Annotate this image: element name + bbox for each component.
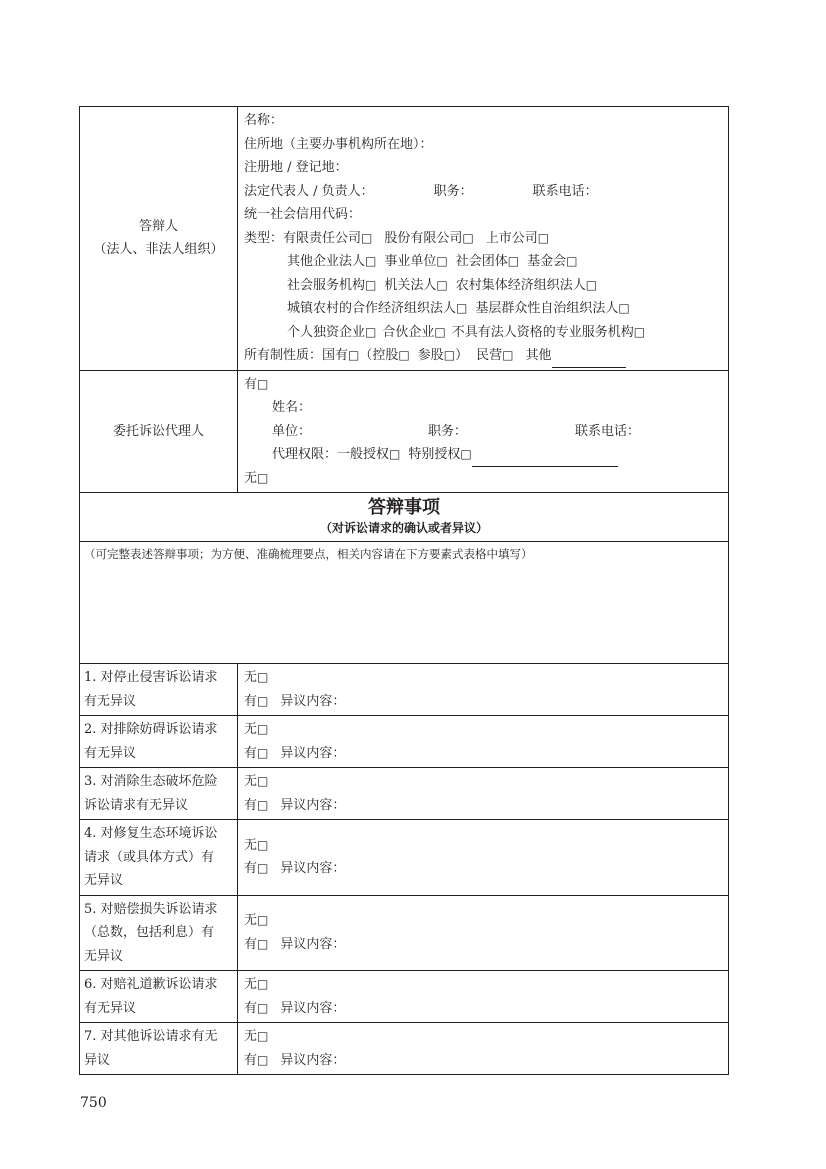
type-option: 不具有法人资格的专业服务机构 (451, 324, 634, 340)
checkbox-icon[interactable]: □ (257, 670, 269, 684)
checkbox-icon[interactable]: □ (257, 936, 269, 951)
type-option: 其他企业法人 (287, 254, 366, 269)
question-label-line: 3. 对消除生态破坏危险 (84, 774, 218, 789)
objection-content-field[interactable]: 异议内容： (280, 797, 346, 813)
agent-authority-line (244, 443, 724, 467)
checkbox-icon[interactable]: □ (460, 447, 472, 461)
checkbox-icon[interactable]: □ (443, 348, 456, 362)
answer-no-label: 无 (244, 977, 258, 992)
checkbox-icon[interactable]: □ (507, 254, 520, 268)
answer-no-option (244, 973, 722, 997)
question-label-line: 2. 对排除妨碍诉讼请求 (84, 722, 218, 737)
agent-special-blank[interactable] (472, 451, 618, 467)
question-label-line: 有无异议 (84, 693, 137, 709)
answer-no-label: 无 (244, 1029, 258, 1044)
checkbox-icon[interactable]: □ (502, 348, 514, 362)
question-label-line: 5. 对赔偿损失诉讼请求 (84, 901, 218, 917)
objection-content-field[interactable]: 异议内容： (280, 936, 346, 952)
ownership-state: 国有 (322, 348, 349, 363)
respondent-fields (238, 107, 729, 371)
question-row (80, 971, 729, 1023)
checkbox-icon[interactable]: □ (257, 1029, 269, 1043)
answer-yes-option (244, 690, 722, 714)
question-label (80, 1023, 238, 1075)
question-answer (238, 664, 729, 716)
question-row (80, 716, 729, 768)
answer-yes-option (244, 933, 722, 957)
type-option: 有限责任公司 (283, 230, 362, 246)
checkbox-icon[interactable]: □ (436, 277, 448, 292)
ownership-paren-open: （ (359, 348, 373, 363)
checkbox-icon[interactable]: □ (434, 324, 446, 339)
checkbox-icon[interactable]: □ (436, 254, 448, 268)
question-label (80, 971, 238, 1023)
agent-authority-label: 代理权限： (272, 447, 338, 462)
question-label-line: 请求（或具体方式）有 (84, 849, 215, 865)
respondent-type-row-2 (244, 250, 724, 274)
checkbox-icon[interactable]: □ (398, 348, 410, 362)
ownership-label: 所有制性质： (244, 348, 323, 363)
respondent-label-line1: 答辩人 (138, 219, 178, 235)
question-label-line: 无异议 (84, 948, 124, 964)
answer-yes-option (244, 857, 722, 881)
question-label-line: 7. 对其他诉讼请求有无 (84, 1029, 218, 1044)
question-answer (238, 820, 729, 896)
checkbox-icon[interactable]: □ (633, 324, 646, 339)
answer-no-option (244, 666, 722, 690)
answer-no-label: 无 (244, 670, 258, 685)
agent-unit-field[interactable]: 单位： (272, 423, 312, 439)
checkbox-icon[interactable]: □ (537, 230, 550, 245)
ownership-share: 参股 (417, 348, 444, 363)
respondent-type-row-4 (244, 297, 724, 321)
checkbox-icon[interactable]: □ (389, 447, 401, 461)
respondent-type-row-3 (244, 274, 724, 298)
defense-free-text-area[interactable] (80, 542, 729, 664)
answer-yes-label: 有 (244, 1000, 258, 1016)
type-option: 个人独资企业 (287, 324, 366, 340)
agent-yes-label: 有 (244, 376, 258, 392)
section-heading (80, 493, 729, 542)
type-option: 社会服务机构 (287, 277, 366, 293)
type-option: 基金会 (527, 254, 567, 269)
type-option: 合伙企业 (382, 324, 435, 340)
checkbox-icon[interactable]: □ (257, 376, 269, 391)
checkbox-icon[interactable]: □ (365, 324, 377, 339)
type-option: 社会团体 (455, 254, 508, 269)
checkbox-icon[interactable]: □ (462, 230, 474, 245)
type-option: 股份有限公司 (384, 230, 463, 246)
checkbox-icon[interactable]: □ (365, 277, 377, 292)
answer-no-option (244, 909, 722, 933)
respondent-label (80, 107, 238, 371)
checkbox-icon[interactable]: □ (618, 301, 630, 315)
agent-phone-field[interactable]: 联系电话： (575, 423, 641, 439)
answer-no-label: 无 (244, 913, 258, 929)
question-label-line: 无异议 (84, 873, 124, 888)
answer-no-option (244, 834, 722, 858)
question-answer (238, 716, 729, 768)
answer-yes-option (244, 794, 722, 818)
checkbox-icon[interactable]: □ (361, 230, 373, 245)
agent-no-line (244, 467, 724, 491)
section-note-row (80, 542, 729, 664)
respondent-registration-field[interactable]: 注册地 / 登记地： (244, 160, 348, 175)
agent-general-label: 一般授权 (337, 447, 390, 462)
answer-yes-label: 有 (244, 693, 258, 709)
section-heading-row (80, 493, 729, 542)
type-option: 机关法人 (384, 277, 437, 293)
answer-yes-label: 有 (244, 1052, 258, 1068)
answer-yes-option (244, 742, 722, 766)
answer-no-label: 无 (244, 774, 258, 789)
question-label-line: （总数，包括利息）有 (84, 925, 215, 940)
question-row (80, 820, 729, 896)
question-label-line: 1. 对停止侵害诉讼请求 (84, 670, 218, 685)
answer-yes-label: 有 (244, 936, 258, 952)
type-option: 基层群众性自治组织法人 (475, 301, 619, 316)
answer-no-label: 无 (244, 722, 258, 737)
question-label (80, 768, 238, 820)
question-answer (238, 895, 729, 971)
question-answer (238, 768, 729, 820)
ownership-private: 民营 (476, 348, 503, 363)
respondent-type-row-5 (244, 321, 724, 345)
type-option: 城镇农村的合作经济组织法人 (287, 301, 457, 316)
answer-yes-label: 有 (244, 745, 258, 761)
respondent-rep-field[interactable]: 法定代表人 / 负责人： (244, 183, 374, 199)
objection-content-field[interactable]: 异议内容： (280, 1052, 346, 1068)
type-option: 上市公司 (485, 230, 538, 246)
type-option: 事业单位 (384, 254, 437, 269)
checkbox-icon[interactable]: □ (257, 745, 269, 760)
answer-no-label: 无 (244, 837, 258, 853)
agent-position-field[interactable]: 职务： (428, 423, 468, 439)
checkbox-icon[interactable]: □ (257, 722, 269, 736)
respondent-rep-line (244, 180, 724, 204)
question-row (80, 895, 729, 971)
respondent-type-row-1 (244, 227, 724, 251)
respondent-ownership-row (244, 344, 724, 368)
question-label-line: 6. 对赔礼道歉诉讼请求 (84, 977, 218, 992)
question-row (80, 664, 729, 716)
question-answer (238, 1023, 729, 1075)
agent-yes-line (244, 373, 724, 397)
checkbox-icon[interactable]: □ (257, 470, 269, 485)
question-row (80, 768, 729, 820)
checkbox-icon[interactable]: □ (257, 977, 269, 991)
objection-content-field[interactable]: 异议内容： (280, 861, 346, 877)
type-option: 农村集体经济组织法人 (455, 277, 586, 293)
checkbox-icon[interactable]: □ (456, 301, 468, 315)
objection-content-field[interactable]: 异议内容： (280, 745, 346, 761)
checkbox-icon[interactable]: □ (585, 277, 598, 292)
checkbox-icon[interactable]: □ (348, 348, 360, 362)
agent-row (80, 370, 729, 493)
agent-no-label: 无 (244, 470, 258, 486)
ownership-paren-close: ） (455, 348, 469, 363)
question-row (80, 1023, 729, 1075)
checkbox-icon[interactable]: □ (257, 837, 269, 852)
question-label-line: 有无异议 (84, 745, 137, 761)
answer-no-option (244, 718, 722, 742)
ownership-other-blank[interactable] (552, 352, 626, 368)
agent-unit-line (244, 420, 724, 444)
question-label-line: 4. 对修复生态环境诉讼 (84, 826, 218, 841)
respondent-name-field[interactable]: 名称： (244, 113, 284, 128)
answer-yes-label: 有 (244, 797, 258, 813)
answer-yes-option (244, 1049, 722, 1073)
respondent-position-field[interactable]: 职务： (433, 183, 473, 199)
checkbox-icon[interactable]: □ (257, 1000, 269, 1015)
objection-content-field[interactable]: 异议内容： (280, 693, 346, 709)
question-label (80, 820, 238, 896)
objection-content-field[interactable]: 异议内容： (280, 1000, 346, 1016)
checkbox-icon[interactable]: □ (257, 693, 269, 708)
checkbox-icon[interactable]: □ (566, 254, 578, 268)
question-label-line: 有无异议 (84, 1000, 137, 1016)
section-subtitle: （对诉讼请求的确认或者异议） (319, 521, 488, 535)
ownership-holding: 控股 (372, 348, 399, 363)
checkbox-icon[interactable]: □ (257, 774, 269, 788)
respondent-domicile-field[interactable]: 住所地（主要办事机构所在地）： (244, 136, 433, 152)
answer-yes-label: 有 (244, 861, 258, 877)
checkbox-icon[interactable]: □ (257, 1052, 269, 1067)
question-label (80, 664, 238, 716)
section-title: 答辩事项 (368, 497, 440, 518)
question-label-line: 异议 (84, 1052, 111, 1068)
section-note: （可完整表述答辩事项；为方便、准确梳理要点，相关内容请在下方要素式表格中填写） (84, 547, 533, 561)
answer-no-option (244, 1025, 722, 1049)
agent-fields (238, 370, 729, 493)
question-label (80, 716, 238, 768)
checkbox-icon[interactable]: □ (365, 254, 377, 268)
answer-yes-option (244, 997, 722, 1021)
checkbox-icon[interactable]: □ (257, 861, 269, 876)
agent-special-label: 特别授权 (408, 447, 461, 462)
ownership-other: 其他 (525, 348, 552, 363)
respondent-row (80, 107, 729, 371)
question-answer (238, 971, 729, 1023)
question-label-line: 诉讼请求有无异议 (84, 797, 189, 813)
checkbox-icon[interactable]: □ (257, 913, 269, 928)
answer-no-option (244, 770, 722, 794)
page-number: 750 (80, 1095, 107, 1111)
agent-label: 委托诉讼代理人 (80, 370, 238, 493)
checkbox-icon[interactable]: □ (257, 797, 269, 812)
respondent-credit-code-field[interactable]: 统一社会信用代码： (244, 207, 362, 222)
respondent-phone-field[interactable]: 联系电话： (532, 183, 598, 199)
type-label: 类型： (244, 230, 284, 246)
respondent-label-line2: （法人、非法人组织） (93, 242, 224, 258)
agent-name-field[interactable]: 姓名： (272, 400, 312, 415)
question-label (80, 895, 238, 971)
defense-form-table (79, 106, 729, 1075)
